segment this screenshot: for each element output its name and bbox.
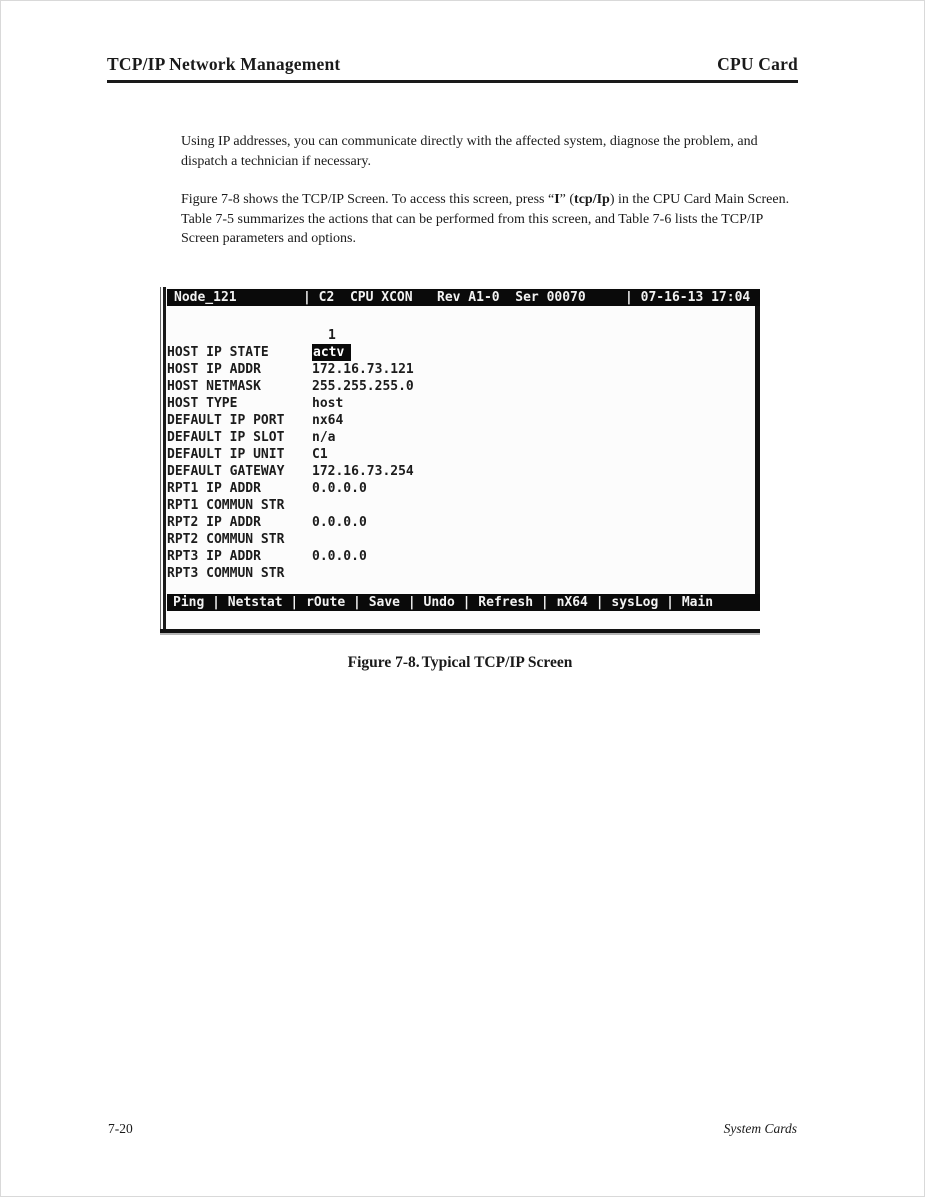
menu-item-save: Save — [368, 595, 401, 610]
terminal-row — [167, 463, 752, 480]
terminal-title-bar — [167, 289, 760, 306]
emphasized-text: tcp/Ip — [574, 192, 610, 207]
parameter-label: DEFAULT GATEWAY — [167, 464, 285, 479]
menu-item-undo: Undo — [423, 595, 455, 610]
menu-item-refresh: Refresh — [478, 595, 534, 610]
menu-separator: | — [400, 595, 424, 610]
parameter-value: 0.0.0.0 — [312, 515, 367, 530]
parameter-value: 0.0.0.0 — [312, 481, 367, 496]
figure-caption-number: Figure 7-8. — [347, 654, 420, 671]
parameter-value: 255.255.255.0 — [312, 379, 414, 394]
terminal-border-bottom — [160, 629, 760, 633]
parameter-label: RPT3 COMMUN STR — [167, 566, 285, 581]
terminal-row — [167, 480, 752, 497]
tcpip-terminal-screen — [160, 287, 760, 633]
terminal-border-left-outer — [160, 287, 161, 629]
terminal-datetime: | 07-16-13 17:04 — [625, 290, 751, 305]
menu-item-route: rOute — [306, 595, 346, 610]
terminal-column-header-row — [167, 327, 752, 344]
terminal-rev-serial: Rev A1-0 Ser 00070 — [437, 290, 586, 305]
header-left-title: TCP/IP Network Management — [107, 54, 341, 74]
parameter-label: RPT2 COMMUN STR — [167, 532, 285, 547]
parameter-value: nx64 — [312, 413, 344, 428]
menu-separator: | — [345, 595, 369, 610]
terminal-row — [167, 514, 752, 531]
body-text — [181, 132, 797, 268]
parameter-label: RPT2 IP ADDR — [167, 515, 261, 530]
terminal-row — [167, 395, 752, 412]
parameter-value: host — [312, 396, 344, 411]
parameter-label: RPT1 IP ADDR — [167, 481, 261, 496]
terminal-row — [167, 565, 752, 582]
menu-separator: | — [204, 595, 228, 610]
menu-separator: | — [533, 595, 557, 610]
plain-text: ” ( — [559, 192, 575, 207]
menu-separator: | — [282, 595, 307, 610]
terminal-row — [167, 446, 752, 463]
terminal-row — [167, 344, 752, 361]
terminal-border-right — [755, 289, 760, 611]
menu-item-main: Main — [681, 595, 714, 610]
parameter-value: 172.16.73.121 — [312, 362, 414, 377]
plain-text: Figure 7-8 shows the TCP/IP Screen. To access this screen, press “ — [181, 192, 555, 207]
terminal-row — [167, 497, 752, 514]
terminal-row — [167, 548, 752, 565]
parameter-value: C1 — [312, 447, 328, 462]
parameter-label: DEFAULT IP UNIT — [167, 447, 285, 462]
header-right-title: CPU Card — [717, 54, 798, 74]
parameter-label: DEFAULT IP PORT — [167, 413, 285, 428]
paragraph-2 — [181, 190, 797, 249]
parameter-label: RPT3 IP ADDR — [167, 549, 261, 564]
terminal-row — [167, 531, 752, 548]
footer-section-title: System Cards — [723, 1121, 797, 1136]
menu-separator: | — [658, 595, 682, 610]
menu-item-nx64: nX64 — [556, 595, 588, 610]
parameter-value: 0.0.0.0 — [312, 549, 367, 564]
parameter-label: HOST IP ADDR — [167, 362, 261, 377]
paragraph-1: Using IP addresses, you can communicate directly with the affected system, diagnose the problem, and dispatch a technician if necessary. — [181, 134, 758, 169]
menu-item-syslog: sysLog — [611, 595, 659, 610]
parameter-label: DEFAULT IP SLOT — [167, 430, 285, 445]
parameter-label: RPT1 COMMUN STR — [167, 498, 285, 513]
menu-separator: | — [454, 595, 479, 610]
menu-item-netstat: Netstat — [227, 595, 283, 610]
menu-separator: | — [587, 595, 612, 610]
running-header — [107, 54, 798, 83]
parameter-label: HOST NETMASK — [167, 379, 261, 394]
parameter-value-highlighted: actv — [312, 344, 351, 361]
parameter-value: 172.16.73.254 — [312, 464, 414, 479]
footer-page-number: 7-20 — [108, 1121, 133, 1136]
terminal-row — [167, 429, 752, 446]
terminal-border-left-inner — [163, 287, 166, 629]
terminal-row — [167, 361, 752, 378]
column-header: 1 — [328, 328, 336, 343]
parameter-value: n/a — [312, 430, 336, 445]
terminal-node-name: Node_121 — [174, 290, 237, 305]
terminal-rows — [167, 344, 752, 582]
figure-caption — [160, 654, 760, 672]
figure-caption-title: Typical TCP/IP Screen — [421, 654, 573, 671]
terminal-body — [167, 327, 752, 582]
terminal-row — [167, 378, 752, 395]
parameter-label: HOST IP STATE — [167, 345, 269, 360]
parameter-label: HOST TYPE — [167, 396, 238, 411]
plain-text: ) in the CPU Card Main Screen. Table 7-5 summarizes the actions that can be performed from this screen, and Table 7-6 lists the TCP/IP Screen parameters and options. — [181, 192, 790, 246]
menu-item-ping: Ping — [173, 595, 205, 610]
terminal-menu-bar — [167, 594, 760, 611]
emphasized-text: I — [554, 192, 560, 207]
terminal-row — [167, 412, 752, 429]
terminal-card-info: | C2 CPU XCON — [303, 290, 413, 305]
